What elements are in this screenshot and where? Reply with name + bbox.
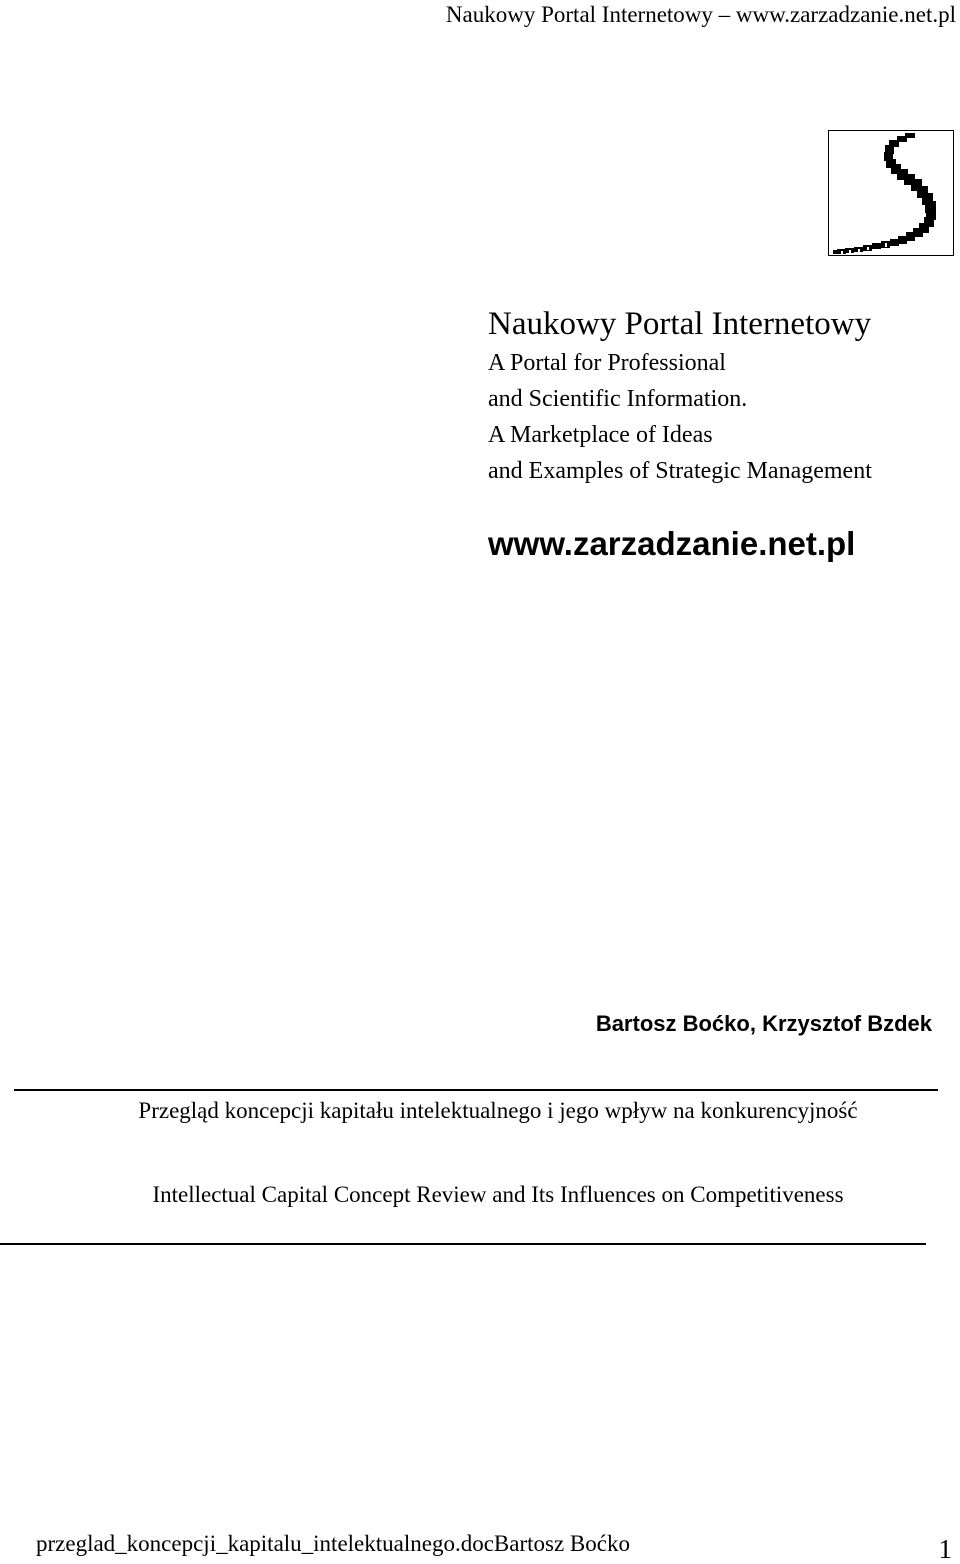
portal-url: www.zarzadzanie.net.pl (488, 525, 856, 562)
portal-tagline-line: and Examples of Strategic Management (488, 458, 872, 484)
paper-title-polish: Przegląd koncepcji kapitału intelektualnego i jego wpływ na konkurencyjność (138, 1098, 858, 1123)
portal-tagline-line: A Marketplace of Ideas (488, 422, 713, 448)
letter-s-logo-icon (829, 131, 955, 257)
paper-title-english: Intellectual Capital Concept Review and Its Influences on Competitiveness (152, 1182, 844, 1207)
title-divider-top (14, 1089, 938, 1091)
footer-file-author: przeglad_koncepcji_kapitalu_intelektualnego.docBartosz Boćko (36, 1531, 630, 1556)
portal-logo (828, 130, 954, 256)
paper-authors: Bartosz Boćko, Krzysztof Bzdek (595, 1011, 932, 1036)
portal-tagline-line: and Scientific Information. (488, 386, 748, 412)
running-header: Naukowy Portal Internetowy – www.zarzadzanie.net.pl (445, 2, 956, 27)
portal-title: Naukowy Portal Internetowy (488, 306, 872, 342)
portal-tagline-line: A Portal for Professional (488, 350, 726, 376)
title-divider-bottom (0, 1243, 926, 1245)
page-number: 1 (938, 1534, 952, 1564)
